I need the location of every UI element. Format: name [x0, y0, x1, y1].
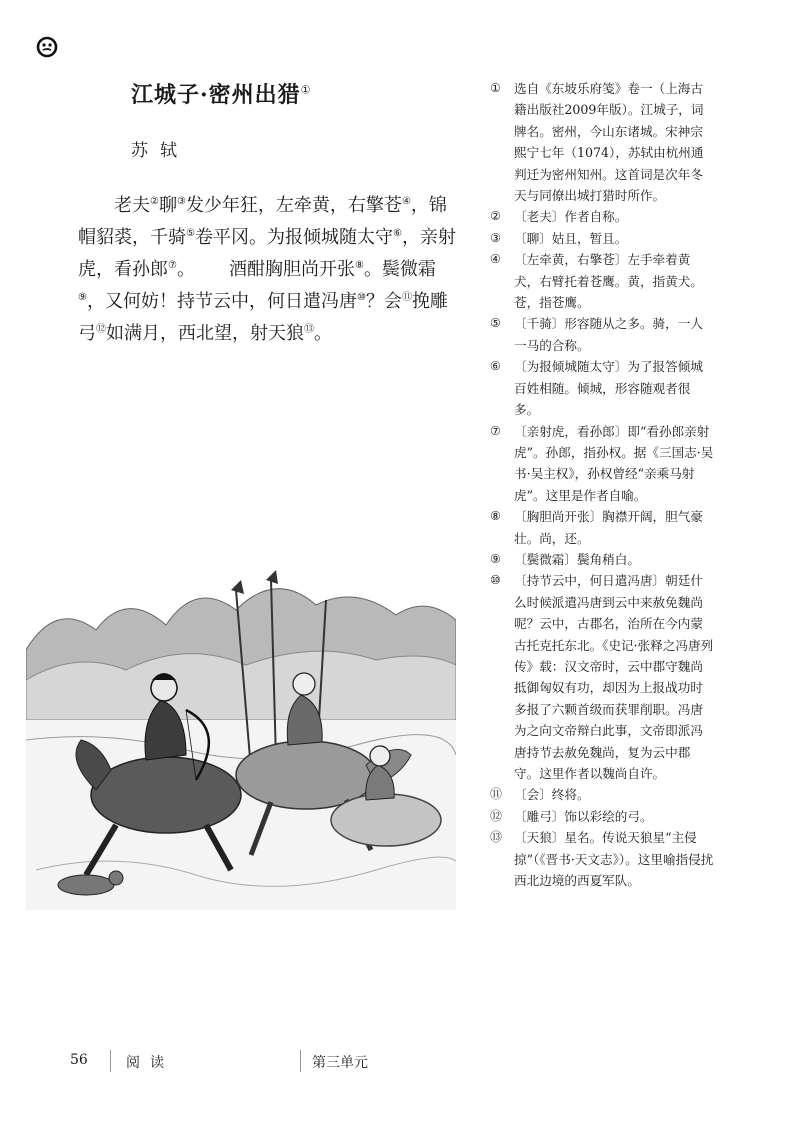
note-marker: ② [150, 196, 159, 207]
poem-text: 老夫②聊③发少年狂，左牵黄，右擎苍④，锦帽貂裘，千骑⑤卷平冈。为报倾城随太守⑥，亲射虎，看孙郎⑦。 酒酣胸胆尚开张⑧。鬓微霜⑨，又何妨！持节云中，何日遣冯唐⑩？会⑪挽雕弓⑫如满月，西北望，射天狼⑬。 [78, 195, 456, 344]
note-marker: ③ [176, 196, 186, 207]
hunting-scene-illustration [26, 570, 456, 910]
footnote-item: ⑨ 〔鬓微霜〕鬓角稍白。 [490, 551, 640, 567]
note-marker: ⑩ [356, 292, 366, 303]
note-marker: ⑬ [304, 324, 314, 335]
page-footer [70, 1050, 730, 1074]
footnote-item: ⑧ 〔胸胆尚开张〕胸襟开阔，胆气豪壮。尚，还。 [490, 509, 703, 546]
footnote-item: ⑫ 〔雕弓〕饰以彩绘的弓。 [490, 808, 653, 824]
smiley-icon [36, 36, 58, 58]
footnote-item: ② 〔老夫〕作者自称。 [490, 209, 628, 225]
author-name: 苏轼 [131, 141, 189, 161]
note-marker: ⑤ [186, 228, 195, 239]
page-number: 56 [70, 1052, 88, 1068]
footnotes [490, 78, 715, 891]
footnote-item: ⑤ 〔千骑〕形容随从之多。骑，一人一马的合称。 [490, 316, 703, 353]
note-marker: ⑦ [168, 260, 177, 271]
footnote-item: ④ 〔左牵黄，右擎苍〕左手牵着黄犬，右臂托着苍鹰。黄，指黄犬。苍，指苍鹰。 [490, 252, 703, 311]
footnote-item: ③ 〔聊〕姑且，暂且。 [490, 230, 628, 246]
footnote-item: ① 选自《东坡乐府笺》卷一（上海古籍出版社2009年版）。江城子，词牌名。密州，今山东诸城。宋神宗熙宁七年（1074），苏轼由杭州通判迁为密州知州。这首词是次年冬天与同僚出城打猎时所作。 [490, 81, 704, 204]
footer-divider [110, 1050, 111, 1072]
footnote-item: ⑦ 〔亲射虎，看孙郎〕即“看孙郎亲射虎”。孙郎，指孙权。据《三国志·吴书·吴主权》，孙权曾经“亲乘马射虎”。这里是作者自喻。 [490, 423, 714, 503]
note-marker: ⑨ [78, 292, 87, 303]
page-title: 江城子·密州出猎① [131, 82, 312, 108]
footnote-item: ⑥ 〔为报倾城随太守〕为了报答倾城百姓相随。倾城，形容随观者很多。 [490, 359, 703, 418]
footer-unit-label: 第三单元 [312, 1055, 368, 1071]
note-marker: ⑪ [401, 292, 412, 303]
note-marker: ⑥ [392, 228, 402, 239]
title-note-marker: ① [300, 83, 312, 97]
footer-section-label: 阅读 [126, 1055, 174, 1071]
note-marker: ⑫ [96, 324, 106, 335]
footer-divider [300, 1050, 301, 1072]
footnote-item: ⑩ 〔持节云中，何日遣冯唐〕朝廷什么时候派遣冯唐到云中来赦免魏尚呢？云中，古郡名，治所在今内蒙古托克托东北。《史记·张释之冯唐列传》载：汉文帝时，云中郡守魏尚抵御匈奴有功，却因为上报战功时多报了六颗首级而获罪削职。冯唐为之向文帝辩白此事，文帝即派冯唐持节去赦免魏尚，复为云中郡守。这里作者以魏尚自许。 [490, 573, 714, 781]
footnote-item: ⑪ 〔会〕终将。 [490, 787, 590, 803]
footnote-item: ⑬ 〔天狼〕星名。传说天狼星“主侵掠”（《晋书·天文志》）。这里喻指侵扰西北边境的西夏军队。 [490, 830, 714, 889]
note-marker: ⑧ [354, 260, 364, 271]
note-marker: ④ [401, 196, 411, 207]
